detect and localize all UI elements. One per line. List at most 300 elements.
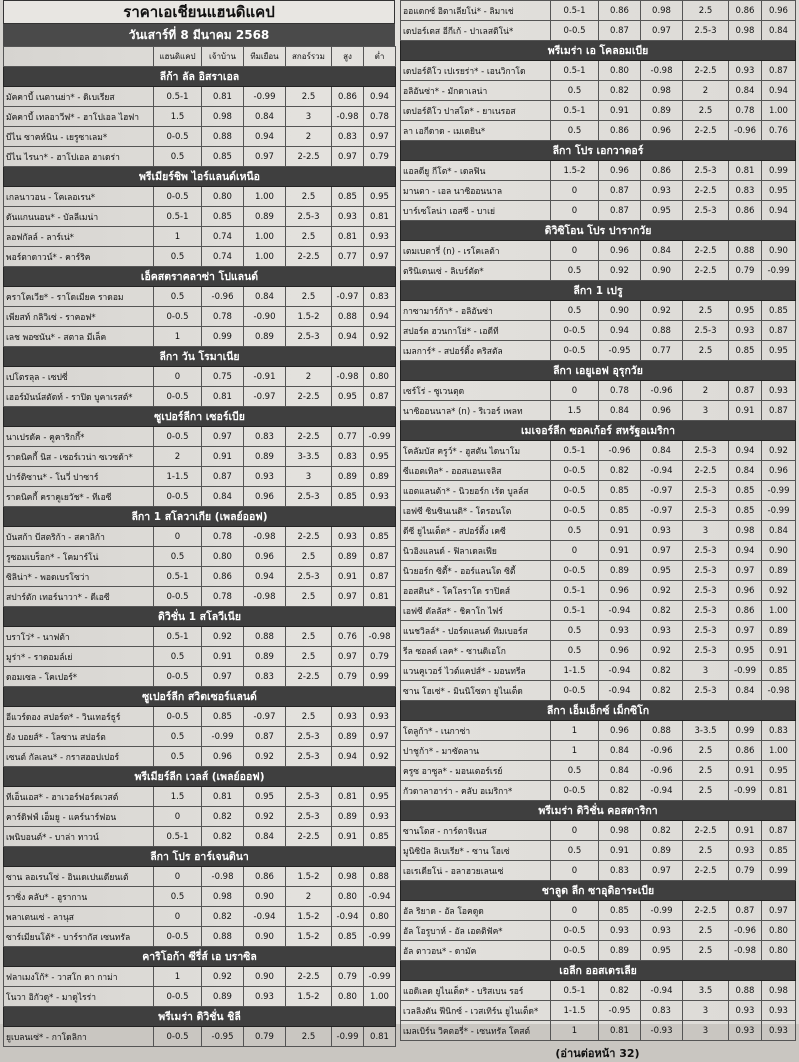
odds-value: -0.97: [244, 387, 286, 407]
continued-note: (อ่านต่อหน้า 32): [555, 1047, 640, 1060]
odds-value: 3: [683, 661, 729, 681]
odds-value: 0.88: [244, 627, 286, 647]
odds-value: 0.88: [364, 867, 396, 887]
odds-value: 0.87: [364, 547, 396, 567]
league-header: ลีกา 1 สโลวาเกีย (เพลย์ออฟ): [4, 507, 396, 527]
odds-value: -0.99: [244, 87, 286, 107]
match-teams: อลิอันซ่า* - มักดาเลน่า: [401, 81, 551, 101]
odds-value: 0.83: [332, 127, 364, 147]
match-teams: นาซิออนนาล* (n) - ริเวอร์ เพลท: [401, 401, 551, 421]
match-teams: ปาชูก้า* - มาซัตลาน: [401, 741, 551, 761]
match-row: [4, 367, 396, 387]
match-teams: บาร์เซโลน่า เอสซี - บาเย่: [401, 201, 551, 221]
odds-value: 0-0.5: [154, 667, 202, 687]
odds-value: 0.82: [641, 681, 683, 701]
odds-value: 0: [551, 181, 599, 201]
odds-value: 0.80: [202, 187, 244, 207]
league-header: คาริโอก้า ซีรี่ส์ เอ บราซิล: [4, 947, 396, 967]
odds-value: 2.5: [286, 647, 332, 667]
odds-value: 1-1.5: [154, 467, 202, 487]
odds-value: 0.94: [364, 87, 396, 107]
league-header: ลีกา โปร เอกวาดอร์: [401, 141, 796, 161]
odds-value: 0.90: [641, 261, 683, 281]
odds-value: 0.94: [332, 327, 364, 347]
odds-value: 2.5-3: [286, 207, 332, 227]
odds-value: 0.76: [762, 121, 796, 141]
odds-value: 0.79: [332, 667, 364, 687]
odds-value: 0.93: [762, 381, 796, 401]
odds-value: 3: [286, 107, 332, 127]
match-teams: โคลัมบัส ครูว์* - ฮูสตัน ไดนาโม: [401, 441, 551, 461]
odds-value: 0.84: [729, 681, 762, 701]
odds-value: -0.94: [244, 907, 286, 927]
odds-value: 0.95: [729, 301, 762, 321]
odds-value: 0.85: [364, 827, 396, 847]
odds-value: 0.95: [332, 387, 364, 407]
match-row: [401, 601, 796, 621]
odds-value: 0.82: [202, 907, 244, 927]
odds-value: 0.86: [202, 567, 244, 587]
match-row: [401, 201, 796, 221]
odds-value: 0.91: [202, 447, 244, 467]
odds-value: 0.86: [641, 161, 683, 181]
match-row: [4, 707, 396, 727]
odds-value: 0.91: [729, 821, 762, 841]
odds-value: 0.5-1: [551, 581, 599, 601]
odds-value: 0.94: [729, 441, 762, 461]
match-teams: พลาเตนเซ่ - ลานุส: [4, 907, 154, 927]
odds-value: -0.96: [729, 921, 762, 941]
match-row: [401, 61, 796, 81]
odds-value: 0.89: [364, 467, 396, 487]
match-row: [401, 581, 796, 601]
league-header: เอลีก ออสเตรเลีย: [401, 961, 796, 981]
odds-value: 2.5-3: [286, 327, 332, 347]
match-row: [4, 187, 396, 207]
odds-value: 0.81: [202, 387, 244, 407]
odds-value: 2-2.5: [683, 821, 729, 841]
odds-value: -0.94: [641, 461, 683, 481]
odds-value: 0.88: [202, 927, 244, 947]
odds-value: 0.84: [762, 21, 796, 41]
odds-value: -0.99: [364, 967, 396, 987]
odds-value: 0.77: [332, 247, 364, 267]
match-teams: ซาน ลอเรนโซ่ - อินเดเปนเดียนเต้: [4, 867, 154, 887]
odds-value: 0.83: [244, 427, 286, 447]
odds-value: 2.5-3: [286, 487, 332, 507]
match-teams: ฟลาเมงโก้* - วาสโก ดา กาม่า: [4, 967, 154, 987]
match-teams: เดปอร์ติโว เปเรยร่า* - เอนวิกาโด: [401, 61, 551, 81]
odds-value: 0.83: [641, 1001, 683, 1021]
match-teams: โตลูก้า* - เนกาซ่า: [401, 721, 551, 741]
odds-value: 0.99: [762, 161, 796, 181]
match-teams: มัคคาบี้ เนตานย่า* - ดิเบเรียส: [4, 87, 154, 107]
match-row: [401, 761, 796, 781]
odds-value: 0.95: [641, 201, 683, 221]
odds-value: 0.95: [762, 761, 796, 781]
match-teams: เอฟซี ซินซินเนติ* - โตรอนโต: [401, 501, 551, 521]
odds-value: -0.98: [762, 681, 796, 701]
odds-value: 2-2.5: [683, 461, 729, 481]
match-row: [401, 521, 796, 541]
odds-value: 0.92: [762, 441, 796, 461]
league-header: เอ็คสตราคลาซ่า โปแลนด์: [4, 267, 396, 287]
odds-value: 0.86: [729, 201, 762, 221]
odds-value: 0.94: [364, 307, 396, 327]
odds-value: 2.5-3: [683, 681, 729, 701]
league-header: ลีก้า ลัล อิสราเอล: [4, 67, 396, 87]
odds-value: 1.5-2: [286, 987, 332, 1007]
match-teams: กัวดาลาฮาร่า - คลับ อเมริกา*: [401, 781, 551, 801]
odds-value: -0.91: [244, 367, 286, 387]
match-teams: อีแวร์ดอง สปอร์ต* - วินเทอร์ธูร์: [4, 707, 154, 727]
odds-value: 2.5-3: [286, 727, 332, 747]
odds-value: 0.5-1: [551, 101, 599, 121]
match-row: [401, 1001, 796, 1021]
odds-value: 0-0.5: [551, 921, 599, 941]
column-header: ทีมเยือน: [244, 47, 286, 67]
odds-value: 0.85: [332, 927, 364, 947]
odds-value: 0.80: [364, 907, 396, 927]
odds-value: 0.78: [364, 107, 396, 127]
odds-value: 0.84: [599, 741, 641, 761]
odds-value: 0.79: [364, 647, 396, 667]
odds-value: 2-2.5: [683, 901, 729, 921]
odds-value: -0.99: [364, 927, 396, 947]
odds-value: 0.97: [364, 727, 396, 747]
league-header: ลีกา เอยูเอฟ อุรุกวัย: [401, 361, 796, 381]
odds-value: 0.96: [244, 487, 286, 507]
odds-value: -0.90: [244, 307, 286, 327]
odds-value: 2.5-3: [286, 567, 332, 587]
odds-value: 3: [683, 1021, 729, 1041]
league-header: ชาลูด ลีก ซาอุดิอาระเบีย: [401, 881, 796, 901]
odds-value: 0-0.5: [551, 941, 599, 961]
match-teams: ราดนิคกี้ คราคูเยวัช* - ทีเอซี: [4, 487, 154, 507]
match-row: [4, 807, 396, 827]
league-header: ลีกา เอ็มเอ็กซ์ เม็กซิโก: [401, 701, 796, 721]
odds-value: 0.96: [599, 161, 641, 181]
odds-value: 0.5: [551, 81, 599, 101]
odds-value: 0.93: [729, 61, 762, 81]
page-title: ราคาเอเชียนแฮนดิแคป: [3, 0, 395, 24]
odds-value: 0.99: [729, 721, 762, 741]
odds-value: 0.92: [364, 747, 396, 767]
league-header: ลีกา 1 เปรู: [401, 281, 796, 301]
match-teams: ดีซี ยูไนเต็ด* - สปอร์ติ้ง เคซี: [401, 521, 551, 541]
odds-value: 0.93: [364, 707, 396, 727]
match-teams: แอดิเลด ยูไนเต็ด* - บริสเบน รอร์: [401, 981, 551, 1001]
match-teams: เวลลิงตัน ฟีนิกซ์ - เวสเทิร์น ยูไนเต็ด*: [401, 1001, 551, 1021]
match-teams: อัล ตาวอน* - ดามัค: [401, 941, 551, 961]
match-teams: ลา เอกีดาด - เมเดยิน*: [401, 121, 551, 141]
league-header: พรีเมร่า ดิวิชั่น ชิลี: [4, 1007, 396, 1027]
odds-value: 0.94: [762, 81, 796, 101]
odds-value: 0.78: [202, 307, 244, 327]
match-teams: เอเรเดียโน่ - อลาฮวยเลนเซ่: [401, 861, 551, 881]
odds-value: 2-2.5: [683, 861, 729, 881]
odds-value: -0.96: [641, 761, 683, 781]
odds-value: 2.5-3: [683, 621, 729, 641]
odds-value: 0-0.5: [551, 321, 599, 341]
odds-value: 0.84: [202, 487, 244, 507]
match-teams: ซิลิน่า* - พอดเบรโซว่า: [4, 567, 154, 587]
odds-value: 0.91: [202, 647, 244, 667]
odds-value: -0.98: [332, 367, 364, 387]
odds-value: 0.96: [599, 641, 641, 661]
match-teams: คราโคเวีย* - ราโดเมียค ราดอม: [4, 287, 154, 307]
odds-value: 0-0.5: [154, 987, 202, 1007]
odds-value: 0.97: [332, 647, 364, 667]
odds-value: 0.5-1: [551, 601, 599, 621]
odds-value: 2-2.5: [286, 427, 332, 447]
odds-value: 0.80: [364, 367, 396, 387]
odds-value: 0.91: [332, 567, 364, 587]
odds-value: 2-2.5: [286, 967, 332, 987]
odds-value: 0.86: [729, 601, 762, 621]
match-row: [401, 441, 796, 461]
odds-value: 0.82: [599, 781, 641, 801]
odds-value: -0.99: [641, 901, 683, 921]
match-teams: ดอมเซล - โคเปอร์*: [4, 667, 154, 687]
odds-value: 0.83: [364, 287, 396, 307]
match-row: [4, 887, 396, 907]
odds-value: 0.92: [641, 581, 683, 601]
odds-value: 0.93: [599, 921, 641, 941]
odds-value: 0.94: [729, 541, 762, 561]
odds-value: 1-1.5: [551, 661, 599, 681]
odds-value: 0.95: [762, 341, 796, 361]
odds-value: 0.85: [729, 481, 762, 501]
odds-value: 1.5-2: [286, 927, 332, 947]
odds-value: 0.82: [202, 827, 244, 847]
odds-value: 0.5-1: [551, 981, 599, 1001]
odds-value: 0.89: [332, 727, 364, 747]
match-teams: โนวา อิกัวดู* - มาดูไรร่า: [4, 987, 154, 1007]
odds-value: 1.5: [154, 787, 202, 807]
match-teams: บีไน ซาคห์นิน - เยรูซาเลม*: [4, 127, 154, 147]
odds-value: 2.5: [683, 301, 729, 321]
match-row: [4, 547, 396, 567]
odds-value: 0.99: [202, 327, 244, 347]
match-row: [401, 381, 796, 401]
odds-value: 0.98: [729, 21, 762, 41]
odds-value: 2.5-3: [683, 481, 729, 501]
odds-value: 0.98: [641, 1, 683, 21]
match-teams: นาเปรดัค - คูคาริกกี้*: [4, 427, 154, 447]
match-row: [4, 307, 396, 327]
odds-value: 0.84: [762, 521, 796, 541]
odds-value: 0.89: [762, 621, 796, 641]
odds-value: 0: [551, 201, 599, 221]
odds-value: 0.78: [202, 527, 244, 547]
odds-value: 2.5-3: [683, 321, 729, 341]
league-header: พรีเมียร์ชิพ ไอร์แลนด์เหนือ: [4, 167, 396, 187]
odds-value: -0.96: [641, 741, 683, 761]
odds-value: 0.95: [729, 641, 762, 661]
odds-value: -0.94: [364, 887, 396, 907]
odds-value: 0.94: [762, 201, 796, 221]
odds-value: 0.96: [762, 1, 796, 21]
match-row: [401, 821, 796, 841]
match-teams: อัล ริยาด - อัล โอคดูด: [401, 901, 551, 921]
odds-value: 0.92: [244, 747, 286, 767]
odds-value: -0.95: [599, 341, 641, 361]
odds-value: 0.78: [202, 587, 244, 607]
odds-value: 1: [154, 967, 202, 987]
odds-value: 3.5: [683, 981, 729, 1001]
odds-value: -0.98: [332, 107, 364, 127]
odds-value: 2: [683, 381, 729, 401]
match-row: [4, 667, 396, 687]
column-header: สูง: [332, 47, 364, 67]
odds-value: 0-0.5: [154, 927, 202, 947]
odds-value: 2.5: [286, 187, 332, 207]
odds-value: 0.96: [599, 581, 641, 601]
odds-value: 2.5-3: [683, 541, 729, 561]
odds-value: 0-0.5: [551, 561, 599, 581]
odds-value: 0.91: [762, 641, 796, 661]
odds-value: 1.00: [244, 227, 286, 247]
match-row: [401, 261, 796, 281]
odds-value: 0.98: [641, 81, 683, 101]
match-teams: เอฟซี ดัลลัส* - ชิคาโก ไฟร์: [401, 601, 551, 621]
odds-value: 0.93: [641, 181, 683, 201]
odds-value: 0.93: [332, 707, 364, 727]
odds-value: 0: [154, 367, 202, 387]
odds-value: 0-0.5: [551, 781, 599, 801]
odds-value: 0.91: [599, 521, 641, 541]
match-row: [401, 661, 796, 681]
odds-value: -0.98: [641, 61, 683, 81]
odds-value: 2-2.5: [286, 247, 332, 267]
odds-value: 1: [551, 721, 599, 741]
odds-value: 2-2.5: [286, 667, 332, 687]
match-teams: ดันแกนนอน* - บัลลีเมน่า: [4, 207, 154, 227]
match-teams: ทีเอ็นเอส* - ฮาเวอร์ฟอร์ดเวสต์: [4, 787, 154, 807]
odds-value: 0.87: [599, 201, 641, 221]
odds-value: 0: [154, 907, 202, 927]
odds-value: 0.89: [641, 101, 683, 121]
odds-value: 0.5: [154, 887, 202, 907]
odds-value: 1.00: [762, 601, 796, 621]
odds-value: 2-2.5: [286, 527, 332, 547]
odds-value: 0.86: [599, 121, 641, 141]
odds-value: 0.74: [202, 247, 244, 267]
match-row: [4, 127, 396, 147]
odds-value: 0.83: [599, 861, 641, 881]
odds-value: 2.5: [683, 781, 729, 801]
odds-value: -0.95: [599, 1001, 641, 1021]
match-teams: เซร์โร่ - ซูเวนตุด: [401, 381, 551, 401]
odds-value: 2.5: [286, 547, 332, 567]
odds-value: 2.5-3: [683, 641, 729, 661]
odds-value: 0: [551, 821, 599, 841]
match-row: [4, 287, 396, 307]
odds-value: 0.98: [599, 821, 641, 841]
odds-value: 0.92: [641, 641, 683, 661]
match-teams: ยูเบลนเซ่* - กาโดลิกา: [4, 1027, 154, 1047]
odds-value: 0.97: [729, 561, 762, 581]
odds-value: 0-0.5: [154, 1027, 202, 1047]
odds-value: 0.90: [599, 301, 641, 321]
odds-value: 0-0.5: [154, 487, 202, 507]
odds-value: 1.5-2: [286, 307, 332, 327]
match-teams: มัคคาบี้ เทลอาวีฟ* - ฮาโปเอล ไฮฟา: [4, 107, 154, 127]
odds-value: 1.5: [551, 401, 599, 421]
odds-value: 2.5: [683, 101, 729, 121]
odds-value: 0.91: [599, 841, 641, 861]
odds-value: -0.98: [244, 587, 286, 607]
odds-value: -0.93: [641, 1021, 683, 1041]
odds-value: 2.5-3: [683, 201, 729, 221]
odds-value: 0.93: [641, 921, 683, 941]
match-teams: เพียสท์ กลิวิเซ่ - ราคอฟ*: [4, 307, 154, 327]
odds-value: 0.5: [551, 761, 599, 781]
odds-value: 0.80: [599, 61, 641, 81]
odds-value: 0.85: [364, 527, 396, 547]
match-row: [401, 641, 796, 661]
match-row: [401, 901, 796, 921]
match-row: [401, 81, 796, 101]
match-row: [401, 501, 796, 521]
match-row: [401, 941, 796, 961]
odds-value: 0.95: [364, 187, 396, 207]
column-header: สกอร์รวม: [286, 47, 332, 67]
match-teams: เดปอร์ติโว ปาสโต* - ยาเนรอส: [401, 101, 551, 121]
odds-value: 0-0.5: [551, 681, 599, 701]
odds-value: -0.97: [332, 287, 364, 307]
match-row: [4, 727, 396, 747]
odds-value: 0.98: [729, 521, 762, 541]
odds-value: 2.5: [683, 921, 729, 941]
match-teams: นิวยอร์ก ซิตี้* - ออร์แลนโด ซิตี้: [401, 561, 551, 581]
league-header: พรีเมียร์ลีก เวลส์ (เพลย์ออฟ): [4, 767, 396, 787]
odds-value: 0.5: [154, 547, 202, 567]
odds-value: 0: [551, 541, 599, 561]
odds-value: 2.5: [683, 741, 729, 761]
match-row: [401, 741, 796, 761]
odds-value: 0.93: [364, 487, 396, 507]
odds-value: 0: [551, 901, 599, 921]
odds-value: 0.97: [364, 127, 396, 147]
odds-value: 2.5: [683, 1, 729, 21]
odds-value: 0.92: [202, 627, 244, 647]
odds-value: 0.87: [364, 387, 396, 407]
odds-value: 0.79: [332, 967, 364, 987]
odds-value: 0.86: [729, 741, 762, 761]
odds-value: 0.94: [599, 321, 641, 341]
match-teams: ออสติน* - โคโลราโด ราปิดส์: [401, 581, 551, 601]
odds-value: 0-0.5: [551, 481, 599, 501]
odds-value: 0.89: [244, 207, 286, 227]
odds-value: 0.81: [599, 1021, 641, 1041]
odds-value: -0.96: [641, 381, 683, 401]
match-row: [401, 121, 796, 141]
league-header: ลีกา วัน โรมาเนีย: [4, 347, 396, 367]
odds-value: 0.85: [599, 481, 641, 501]
odds-value: 0.95: [762, 181, 796, 201]
odds-value: 2.5: [683, 341, 729, 361]
odds-value: 0.96: [641, 401, 683, 421]
odds-value: 2.5-3: [286, 787, 332, 807]
odds-value: 2: [154, 447, 202, 467]
odds-value: 2-2.5: [286, 387, 332, 407]
odds-value: 0-0.5: [154, 307, 202, 327]
odds-value: 0.76: [332, 627, 364, 647]
league-header: เมเจอร์ลีก ซอคเก้อร์ สหรัฐอเมริกา: [401, 421, 796, 441]
odds-value: 2.5-3: [683, 21, 729, 41]
